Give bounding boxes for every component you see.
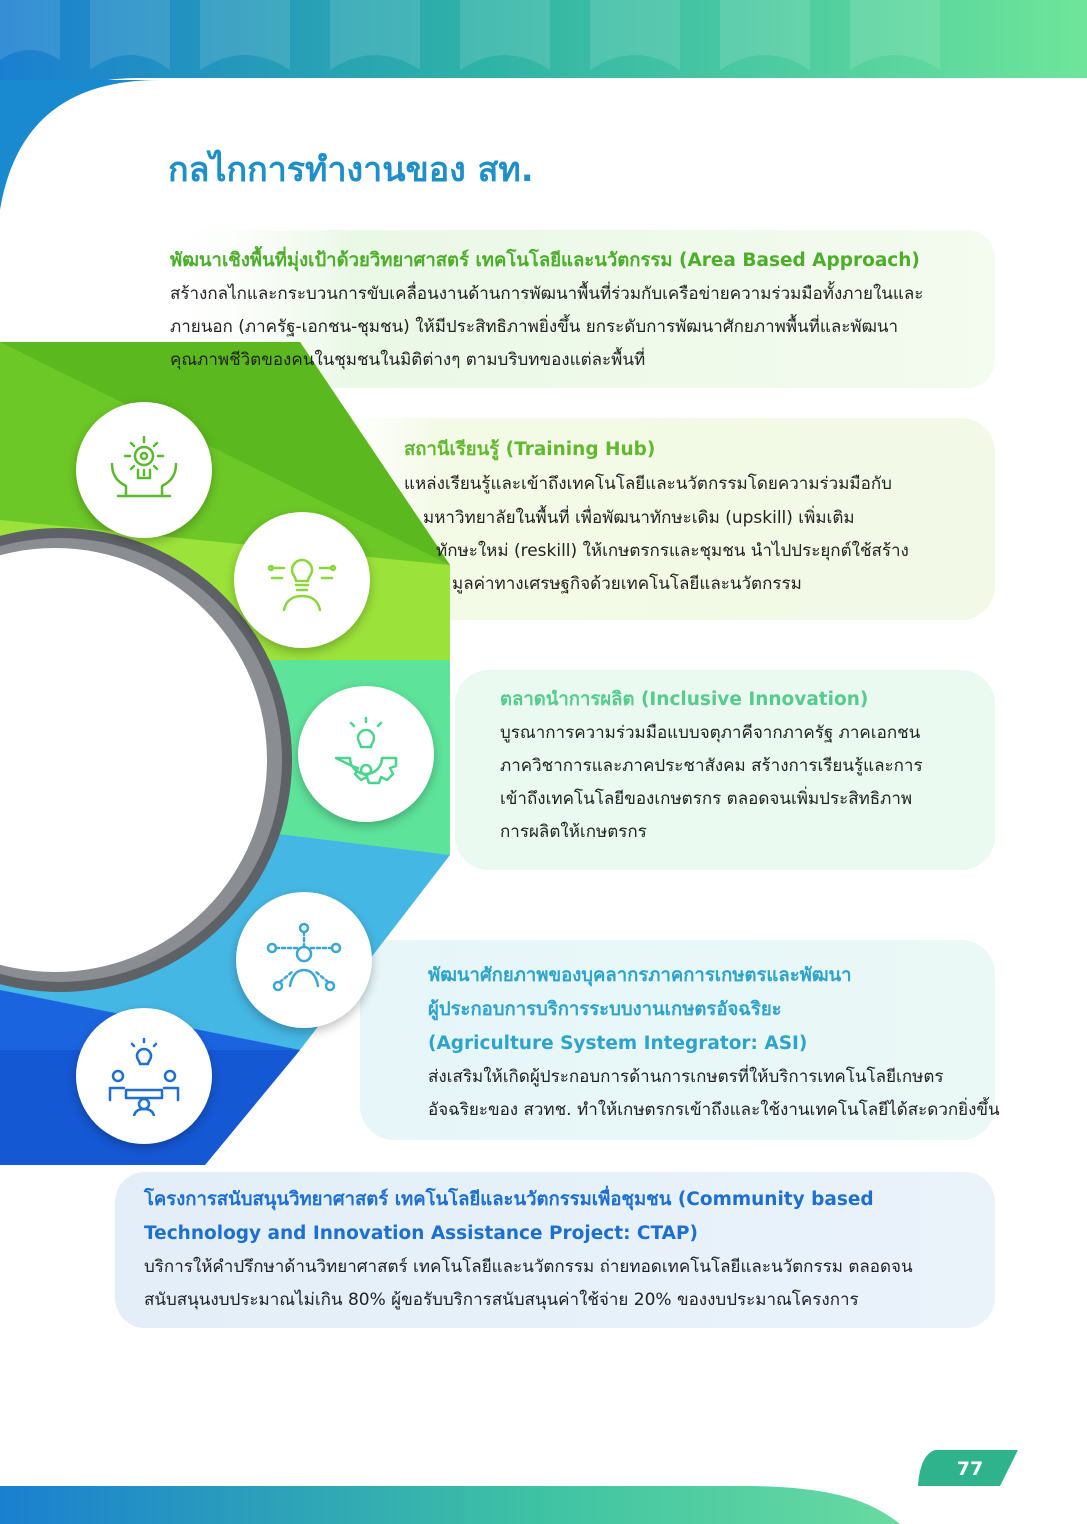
section-text: บริการให้คำปรึกษาด้านวิทยาศาสตร์ เทคโนโลยีและนวัตกรรม ถ่ายทอดเทคโนโลยีและนวัตกรรม ตลอดจน bbox=[144, 1257, 913, 1277]
section-text: มูลค่าทางเศรษฐกิจด้วยเทคโนโลยีและนวัตกรรม bbox=[452, 574, 802, 594]
section-heading: พัฒนาศักยภาพของบุคลากรภาคการเกษตรและพัฒนา bbox=[428, 965, 852, 986]
section-text: สนับสนุนงบประมาณไม่เกิน 80% ผู้ขอรับบริการสนับสนุนค่าใช้จ่าย 20% ของงบประมาณโครงการ bbox=[144, 1290, 859, 1310]
page-number: 77 bbox=[956, 1458, 984, 1480]
section-heading: ผู้ประกอบการบริการระบบงานเกษตรอัจฉริยะ bbox=[428, 999, 782, 1020]
section-inclusive-innovation bbox=[500, 683, 923, 849]
section-text: อัจฉริยะของ สวทช. ทำให้เกษตรกรเข้าถึงและใช้งานเทคโนโลยีได้สะดวกยิ่งขึ้น bbox=[428, 1100, 1000, 1120]
page-title: กลไกการทำงานของ สท. bbox=[168, 150, 534, 190]
section-text: ส่งเสริมให้เกิดผู้ประกอบการด้านการเกษตรที่ให้บริการเทคโนโลยีเกษตร bbox=[428, 1067, 944, 1087]
innovation-hands-icon bbox=[76, 402, 212, 538]
section-text: คุณภาพชีวิตของคนในชุมชนในมิติต่างๆ ตามบริบทของแต่ละพื้นที่ bbox=[170, 350, 646, 370]
network-person-icon bbox=[236, 892, 372, 1028]
section-text: การผลิตให้เกษตรกร bbox=[500, 822, 647, 842]
section-heading: พัฒนาเชิงพื้นที่มุ่งเป้าด้วยวิทยาศาสตร์ เทคโนโลยีและนวัตกรรม (Area Based Approach) bbox=[170, 250, 920, 271]
section-asi bbox=[428, 959, 1000, 1127]
section-text: มหาวิทยาลัยในพื้นที่ เพื่อพัฒนาทักษะเดิม (upskill) เพิ่มเติม bbox=[423, 508, 855, 528]
section-heading: โครงการสนับสนุนวิทยาศาสตร์ เทคโนโลยีและนวัตกรรมเพื่อชุมชน (Community based bbox=[144, 1189, 874, 1210]
section-text: สร้างกลไกและกระบวนการขับเคลื่อนงานด้านการพัฒนาพื้นที่ร่วมกับเครือข่ายความร่วมมือทั้งภายในและ bbox=[170, 284, 924, 304]
section-text: ภายนอก (ภาครัฐ-เอกชน-ชุมชน) ให้มีประสิทธิภาพยิ่งขึ้น ยกระดับการพัฒนาศักยภาพพื้นที่และพัฒนา bbox=[170, 317, 899, 337]
section-text: แหล่งเรียนรู้และเข้าถึงเทคโนโลยีและนวัตกรรมโดยความร่วมมือกับ bbox=[404, 474, 892, 494]
section-text: เข้าถึงเทคโนโลยีของเกษตรกร ตลอดจนเพิ่มประสิทธิภาพ bbox=[500, 789, 913, 809]
smart-farmer-icon bbox=[234, 512, 370, 648]
section-ctap bbox=[144, 1183, 913, 1317]
section-heading: Technology and Innovation Assistance Project: CTAP) bbox=[144, 1223, 699, 1244]
section-heading: (Agriculture System Integrator: ASI) bbox=[428, 1033, 808, 1054]
lightbulb-gear-icon bbox=[298, 686, 434, 822]
section-text: บูรณาการความร่วมมือแบบจตุภาคีจากภาครัฐ ภาคเอกชน bbox=[500, 723, 921, 743]
section-area-based bbox=[170, 244, 923, 377]
section-heading: ตลาดนำการผลิต (Inclusive Innovation) bbox=[500, 689, 869, 710]
section-text: ทักษะใหม่ (reskill) ให้เกษตรกรและชุมชน นำไปประยุกต์ใช้สร้าง bbox=[436, 541, 909, 561]
section-text: ภาควิชาการและภาคประชาสังคม สร้างการเรียนรู้และการ bbox=[500, 756, 923, 776]
section-heading: สถานีเรียนรู้ (Training Hub) bbox=[404, 439, 656, 460]
meeting-idea-icon bbox=[76, 1008, 212, 1144]
